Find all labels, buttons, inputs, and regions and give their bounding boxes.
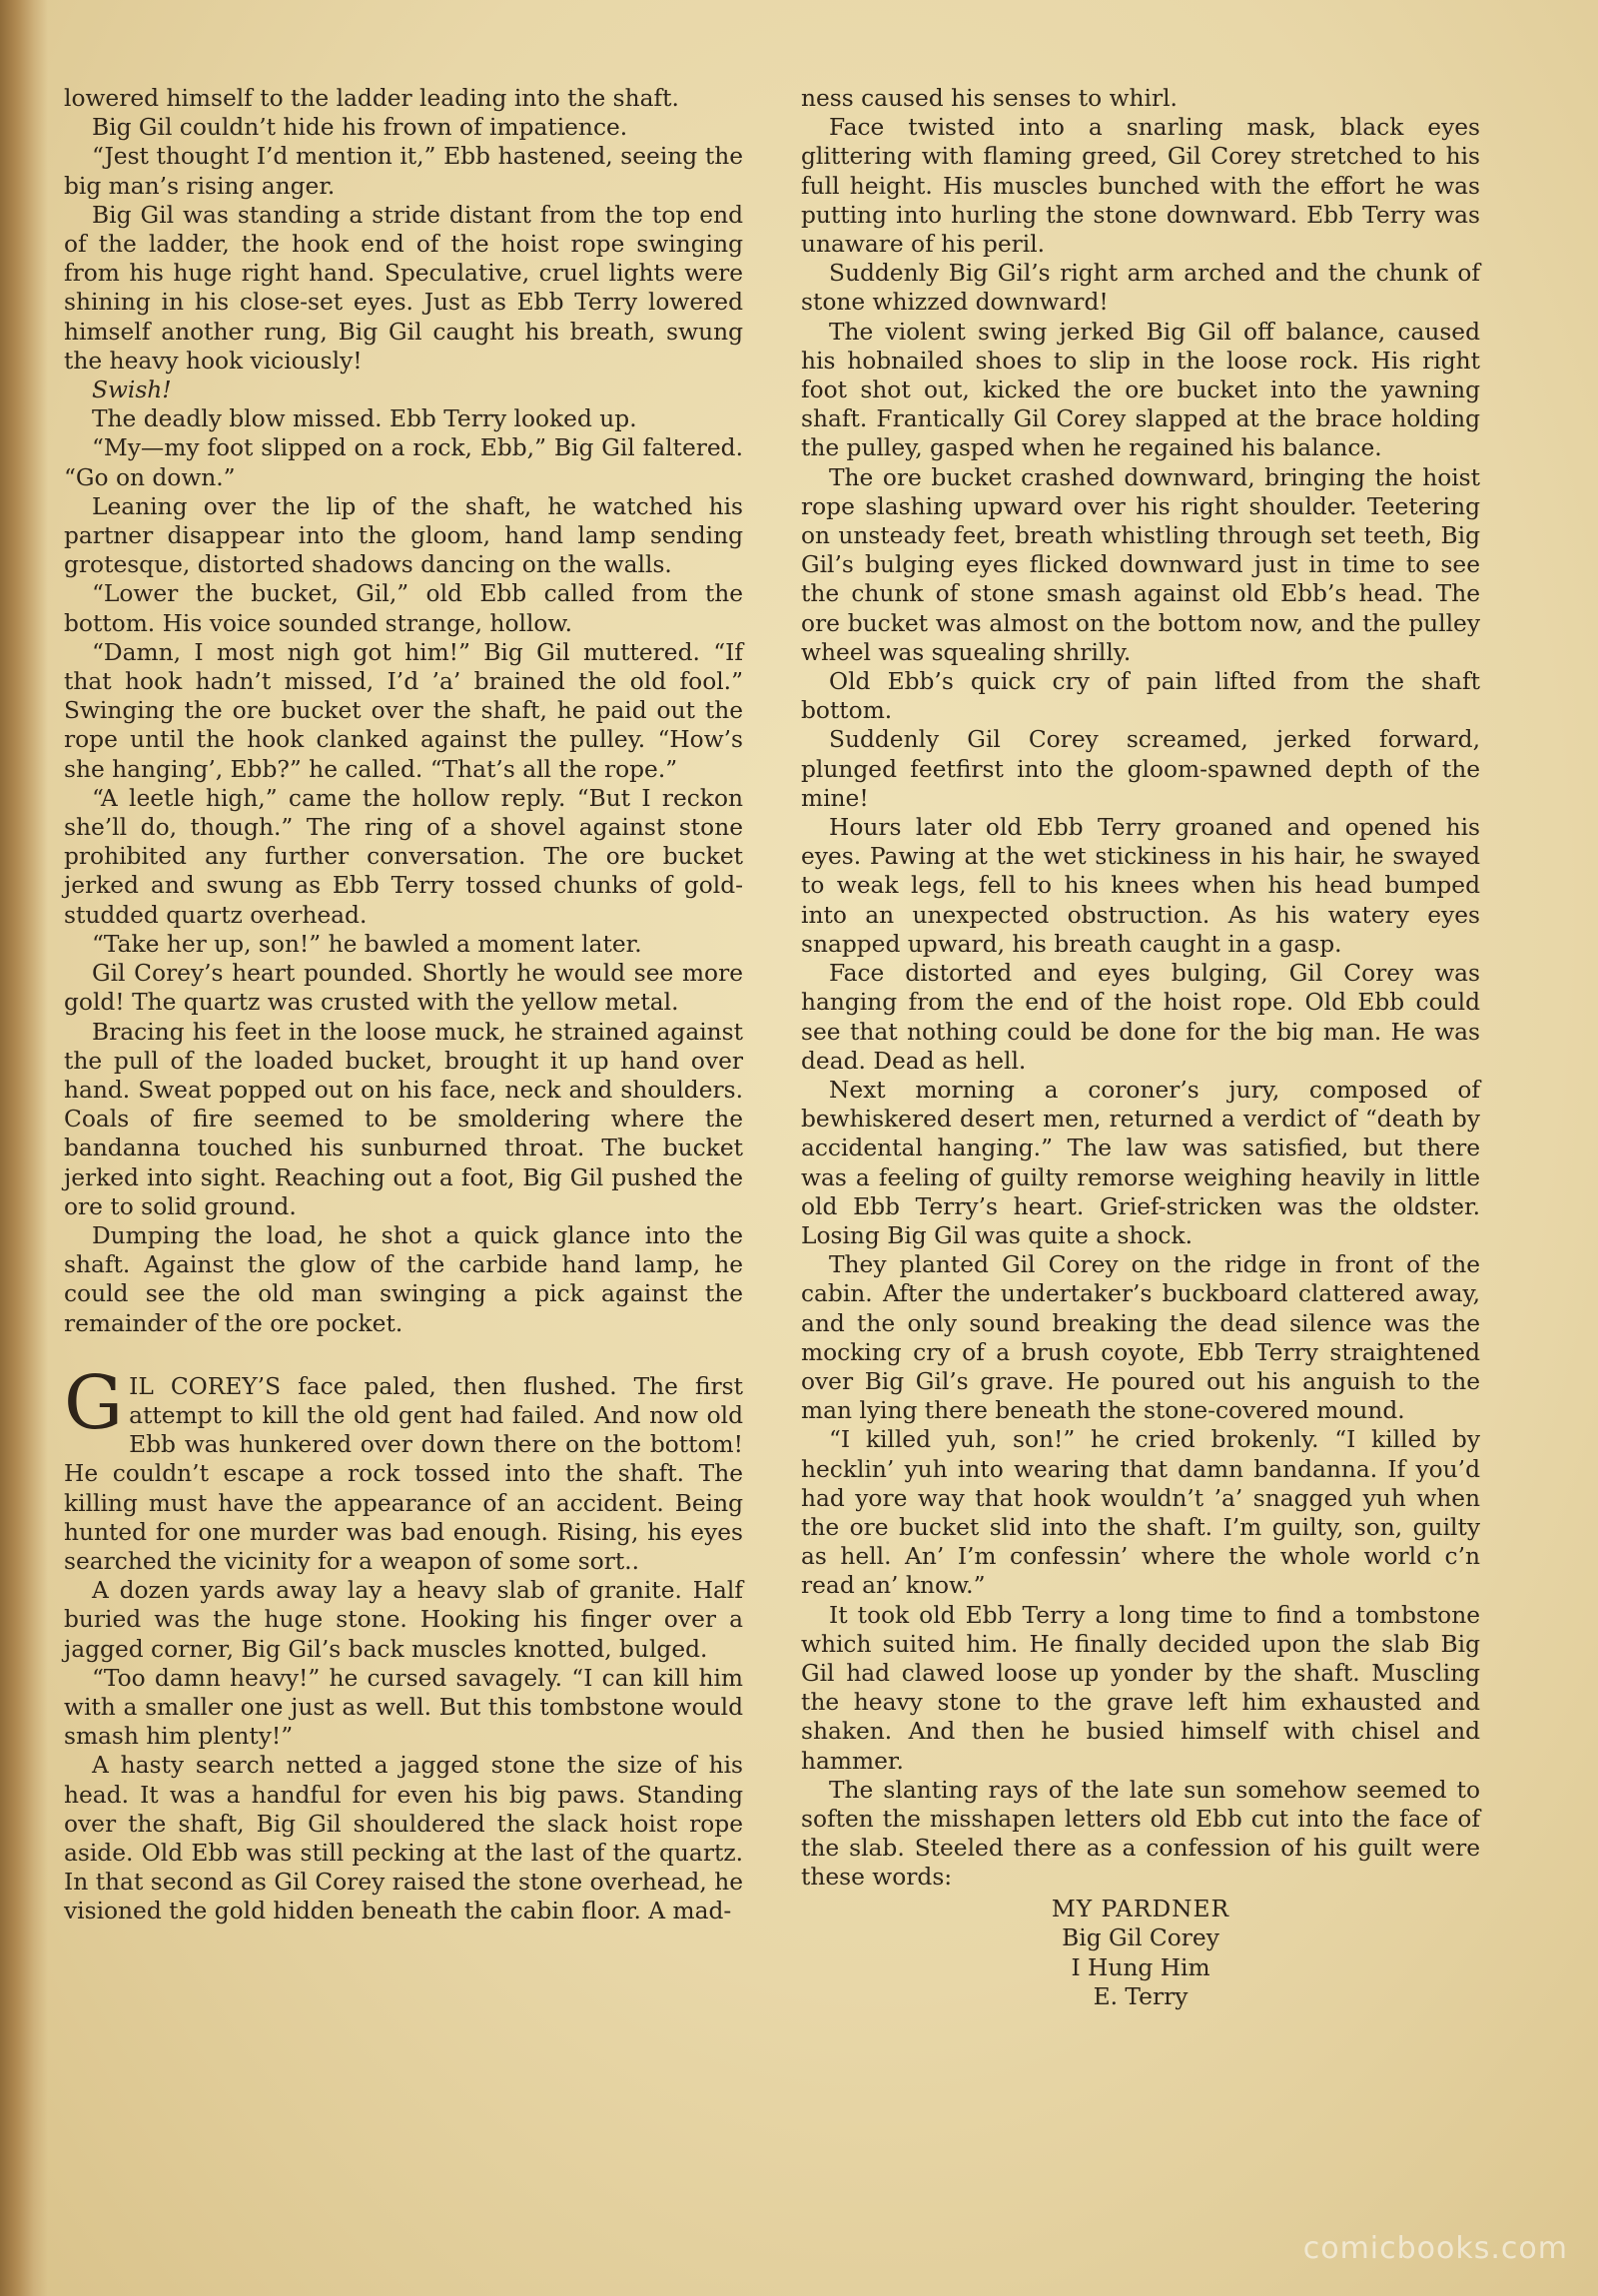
paragraph: Swish!	[92, 377, 172, 404]
paragraph: They planted Gil Corey on the ridge in front of the cabin. After the undertaker’s buckboard clattered away, and the only sound breaking the dead silence was the mocking cry of a brush coyote, Ebb Terry straightened over Big Gil’s grave. He poured out his anguish to the man lying there beneath the stone-covered mound.	[801, 1251, 1480, 1425]
paragraph: Hours later old Ebb Terry groaned and opened his eyes. Pawing at the wet stickiness in his hair, he swayed to weak legs, fell to his knees when his head bumped into an unexpected obstruction. As his watery eyes snapped upward, his breath caught in a gasp.	[801, 814, 1480, 958]
epitaph-line: E. Terry	[1093, 1983, 1189, 2011]
paragraph: Leaning over the lip of the shaft, he watched his partner disappear into the gloom, hand lamp sending grotesque, distorted shadows dancing on the walls.	[64, 492, 743, 579]
left-column	[64, 84, 743, 1926]
paragraph: Bracing his feet in the loose muck, he strained against the pull of the loaded bucket, brought it up hand over hand. Sweat popped out on his face, neck and shoulders. Coals of fire seemed to be smoldering where the bandanna touched his sunburned throat. The bucket jerked into sight. Reaching out a foot, Big Gil pushed the ore to solid ground.	[64, 1018, 743, 1220]
right-column	[801, 84, 1480, 2012]
paragraph: Face twisted into a snarling mask, black eyes glittering with flaming greed, Gil Corey stretched to his full height. His muscles bunched with the effort he was putting into hurling the stone downward. Ebb Terry was unaware of his peril.	[801, 114, 1480, 259]
paragraph: The slanting rays of the late sun somehow seemed to soften the misshapen letters old Ebb cut into the face of the slab. Steeled there as a confession of his guilt were these words:	[801, 1776, 1480, 1892]
paragraph: It took old Ebb Terry a long time to find a tombstone which suited him. He finally decided upon the slab Big Gil had clawed loose up yonder by the shaft. Muscling the heavy stone to the grave left him exhausted and shaken. And then he busied himself with chisel and hammer.	[801, 1601, 1480, 1775]
paragraph: Next morning a coroner’s jury, composed of bewhiskered desert men, returned a verdict of “death by accidental hanging.” The law was satisfied, but there was a feeling of guilty remorse weighing heavily in little old Ebb Terry’s heart. Grief-stricken was the oldster. Losing Big Gil was quite a shock.	[801, 1076, 1480, 1249]
paragraph: Gil Corey’s heart pounded. Shortly he would see more gold! The quartz was crusted with the yellow metal.	[64, 960, 743, 1017]
paragraph: lowered himself to the ladder leading into the shaft.	[64, 85, 679, 112]
paragraph: “Take her up, son!” he bawled a moment later.	[92, 930, 642, 958]
epitaph-line: MY PARDNER	[1051, 1895, 1230, 1922]
paragraph: “A leetle high,” came the hollow reply. “But I reckon she’ll do, though.” The ring of a shovel against stone prohibited any further conversation. The ore bucket jerked and swung as Ebb Terry tossed chunks of gold-studded quartz overhead.	[64, 784, 743, 929]
paragraph: Face distorted and eyes bulging, Gil Corey was hanging from the end of the hoist rope. Old Ebb could see that nothing could be done for the big man. He was dead. Dead as hell.	[801, 960, 1480, 1075]
paragraph: “Jest thought I’d mention it,” Ebb hastened, seeing the big man’s rising anger.	[64, 143, 743, 200]
paragraph: Dumping the load, he shot a quick glance into the shaft. Against the glow of the carbide hand lamp, he could see the old man swinging a pick against the remainder of the ore pocket.	[64, 1221, 743, 1337]
paragraph: A dozen yards away lay a heavy slab of granite. Half buried was the huge stone. Hooking his finger over a jagged corner, Big Gil’s back muscles knotted, bulged.	[64, 1577, 743, 1663]
paragraph: The violent swing jerked Big Gil off balance, caused his hobnailed shoes to slip in the loose rock. His right foot shot out, kicked the ore bucket into the yawning shaft. Frantically Gil Corey slapped at the brace holding the pulley, gasped when he regained his balance.	[801, 318, 1480, 462]
paragraph: The deadly blow missed. Ebb Terry looked up.	[92, 405, 637, 433]
epitaph-line: I Hung Him	[1071, 1953, 1210, 1981]
drop-cap: G	[64, 1359, 124, 1446]
paragraph: Suddenly Gil Corey screamed, jerked forward, plunged feetfirst into the gloom-spawned depth of the mine!	[801, 726, 1480, 812]
paragraph: Suddenly Big Gil’s right arm arched and the chunk of stone whizzed downward!	[801, 260, 1480, 317]
paragraph: “Damn, I most nigh got him!” Big Gil muttered. “If that hook hadn’t missed, I’d ’a’ brained the old fool.” Swinging the ore bucket over the shaft, he paid out the rope until the hook clanked against the pulley. “How’s she hanging’, Ebb?” he called. “That’s all the rope.”	[64, 638, 743, 783]
tombstone-epitaph	[801, 1895, 1480, 2012]
paragraph: A hasty search netted a jagged stone the size of his head. It was a handful for even his big paws. Standing over the shaft, Big Gil shouldered the slack hoist rope aside. Old Ebb was still pecking at the last of the quartz. In that second as Gil Corey raised the stone overhead, he visioned the gold hidden beneath the cabin floor. A mad-	[64, 1752, 743, 1925]
dropcap-paragraph-text: IL COREY’S face paled, then flushed. The first attempt to kill the old gent had failed. And now old Ebb was hunkered over down there on the bottom! He couldn’t escape a rock tossed into the shaft. The killing must have the appearance of an accident. Being hunted for one murder was bad enough. Rising, his eyes searched the vicinity for a weapon of some sort..	[64, 1372, 743, 1575]
paragraph: “Lower the bucket, Gil,” old Ebb called from the bottom. His voice sounded strange, hollow.	[64, 580, 743, 637]
paragraph: Big Gil was standing a stride distant from the top end of the ladder, the hook end of the hoist rope swinging from his huge right hand. Speculative, cruel lights were shining in his close-set eyes. Just as Ebb Terry lowered himself another rung, Big Gil caught his breath, swung the heavy hook viciously!	[64, 201, 743, 375]
paragraph: Old Ebb’s quick cry of pain lifted from the shaft bottom.	[801, 668, 1480, 725]
watermark: comicbooks.com	[1302, 2231, 1568, 2266]
paragraph: Big Gil couldn’t hide his frown of impatience.	[92, 114, 628, 142]
page-spine-shadow	[0, 0, 48, 2296]
epitaph-line: Big Gil Corey	[1062, 1924, 1219, 1952]
paragraph: “Too damn heavy!” he cursed savagely. “I can kill him with a smaller one just as well. But this tombstone would smash him plenty!”	[64, 1664, 743, 1751]
paragraph: The ore bucket crashed downward, bringing the hoist rope slashing upward over his right shoulder. Teetering on unsteady feet, breath whistling through set teeth, Big Gil’s bulging eyes flicked downward just in time to see the chunk of stone smash against old Ebb’s head. The ore bucket was almost on the bottom now, and the pulley wheel was squealing shrilly.	[801, 463, 1480, 666]
paragraph: “My—my foot slipped on a rock, Ebb,” Big Gil faltered. “Go on down.”	[64, 434, 743, 491]
dropcap-paragraph	[64, 1359, 743, 1576]
paragraph: ness caused his senses to whirl.	[801, 85, 1178, 112]
paragraph: “I killed yuh, son!” he cried brokenly. “I killed by hecklin’ yuh into wearing that damn bandanna. If you’d had yore way that hook wouldn’t ’a’ snagged yuh when the ore bucket slid into the shaft. I’m guilty, son, guilty as hell. An’ I’m confessin’ where the whole world c’n read an’ know.”	[801, 1426, 1480, 1600]
